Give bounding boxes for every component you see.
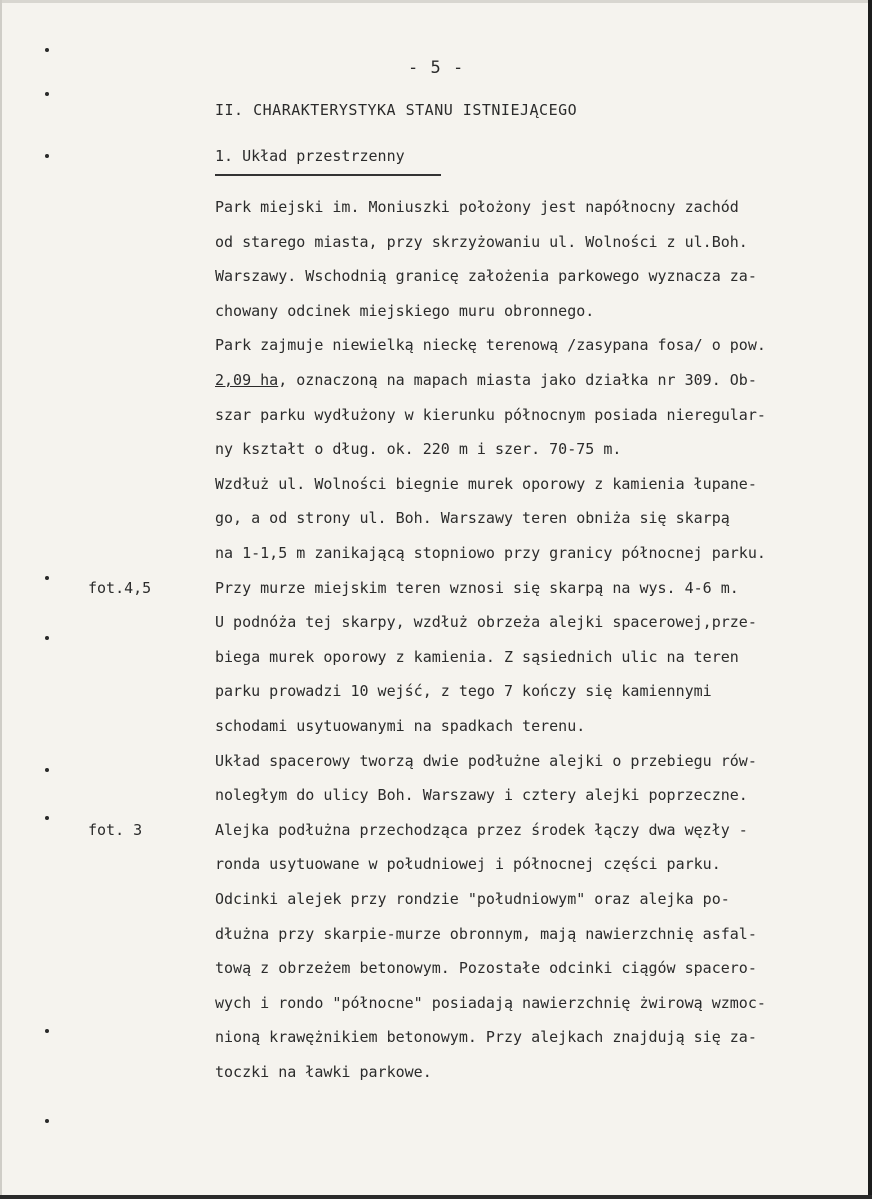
punch-hole-mark — [45, 154, 49, 158]
body-line: schodami usytuowanymi na spadkach terenu. — [215, 717, 586, 735]
body-line: szar parku wydłużony w kierunku północnym posiada nieregular- — [215, 405, 766, 424]
subsection-underline — [215, 174, 441, 176]
body-line: parku prowadzi 10 wejść, z tego 7 kończy się kamiennymi — [215, 682, 712, 701]
margin-note-photo-ref: fot. 3 — [88, 820, 143, 839]
body-line: toczki na ławki parkowe. — [215, 1063, 432, 1081]
page-number: - 5 - — [408, 58, 465, 78]
punch-hole-mark — [45, 816, 49, 820]
body-line: od starego miasta, przy skrzyżowaniu ul. Wolności z ul.Boh. — [215, 232, 748, 251]
punch-hole-mark — [45, 1029, 49, 1033]
subsection-heading: 1. Układ przestrzenny — [215, 147, 405, 165]
scan-edge-bottom — [0, 1195, 872, 1199]
body-line: noległym do ulicy Boh. Warszawy i cztery alejki poprzeczne. — [215, 786, 748, 805]
margin-note-photo-ref: fot.4,5 — [88, 578, 152, 597]
punch-hole-mark — [45, 768, 49, 772]
body-line: Park zajmuje niewielką nieckę terenową /zasypana fosa/ o pow. — [215, 336, 766, 355]
body-line: chowany odcinek miejskiego muru obronnego. — [215, 301, 595, 320]
punch-hole-mark — [45, 576, 49, 580]
body-line: tową z obrzeżem betonowym. Pozostałe odcinki ciągów spacero- — [215, 959, 757, 978]
body-line: Przy murze miejskim teren wznosi się skarpą na wys. 4-6 m. — [215, 578, 739, 597]
body-line: Wzdłuż ul. Wolności biegnie murek oporowy z kamienia łupane- — [215, 474, 757, 493]
body-line: Warszawy. Wschodnią granicę założenia parkowego wyznacza za- — [215, 267, 757, 286]
body-line: 2,09 ha, oznaczoną na mapach miasta jako działka nr 309. Ob- — [215, 371, 757, 389]
punch-hole-mark — [45, 636, 49, 640]
body-line: na 1-1,5 m zanikającą stopniowo przy granicy północnej parku. — [215, 544, 766, 562]
body-line: nioną krawężnikiem betonowym. Przy alejkach znajdują się za- — [215, 1028, 757, 1047]
body-line: Układ spacerowy tworzą dwie podłużne alejki o przebiegu rów- — [215, 751, 757, 770]
body-line: biega murek oporowy z kamienia. Z sąsiednich ulic na teren — [215, 647, 739, 666]
scan-edge-right — [868, 0, 872, 1199]
body-line: ny kształt o dług. ok. 220 m i szer. 70-75 m. — [215, 440, 622, 459]
body-line: U podnóża tej skarpy, wzdłuż obrzeża alejki spacerowej,prze- — [215, 613, 757, 632]
underlined-area-value: 2,09 ha — [215, 371, 279, 389]
body-line: dłużna przy skarpie-murze obronnym, mają nawierzchnię asfal- — [215, 924, 757, 943]
body-line: Alejka podłużna przechodząca przez środek łączy dwa węzły - — [215, 820, 748, 839]
punch-hole-mark — [45, 92, 49, 96]
scan-edge-top — [0, 0, 872, 3]
body-line: wych i rondo "północne" posiadają nawierzchnię żwirową wzmoc- — [215, 993, 766, 1012]
section-heading: II. CHARAKTERYSTYKA STANU ISTNIEJĄCEGO — [215, 101, 578, 119]
body-line: Park miejski im. Moniuszki położony jest napółnocny zachód — [215, 198, 739, 216]
body-line: ronda usytuowane w południowej i północnej części parku. — [215, 855, 721, 874]
body-line: Odcinki alejek przy rondzie "południowym" oraz alejka po- — [215, 890, 730, 908]
punch-hole-mark — [45, 1119, 49, 1123]
scan-edge-left — [0, 0, 2, 1199]
punch-hole-mark — [45, 48, 49, 52]
body-line: go, a od strony ul. Boh. Warszawy teren obniża się skarpą — [215, 509, 730, 528]
